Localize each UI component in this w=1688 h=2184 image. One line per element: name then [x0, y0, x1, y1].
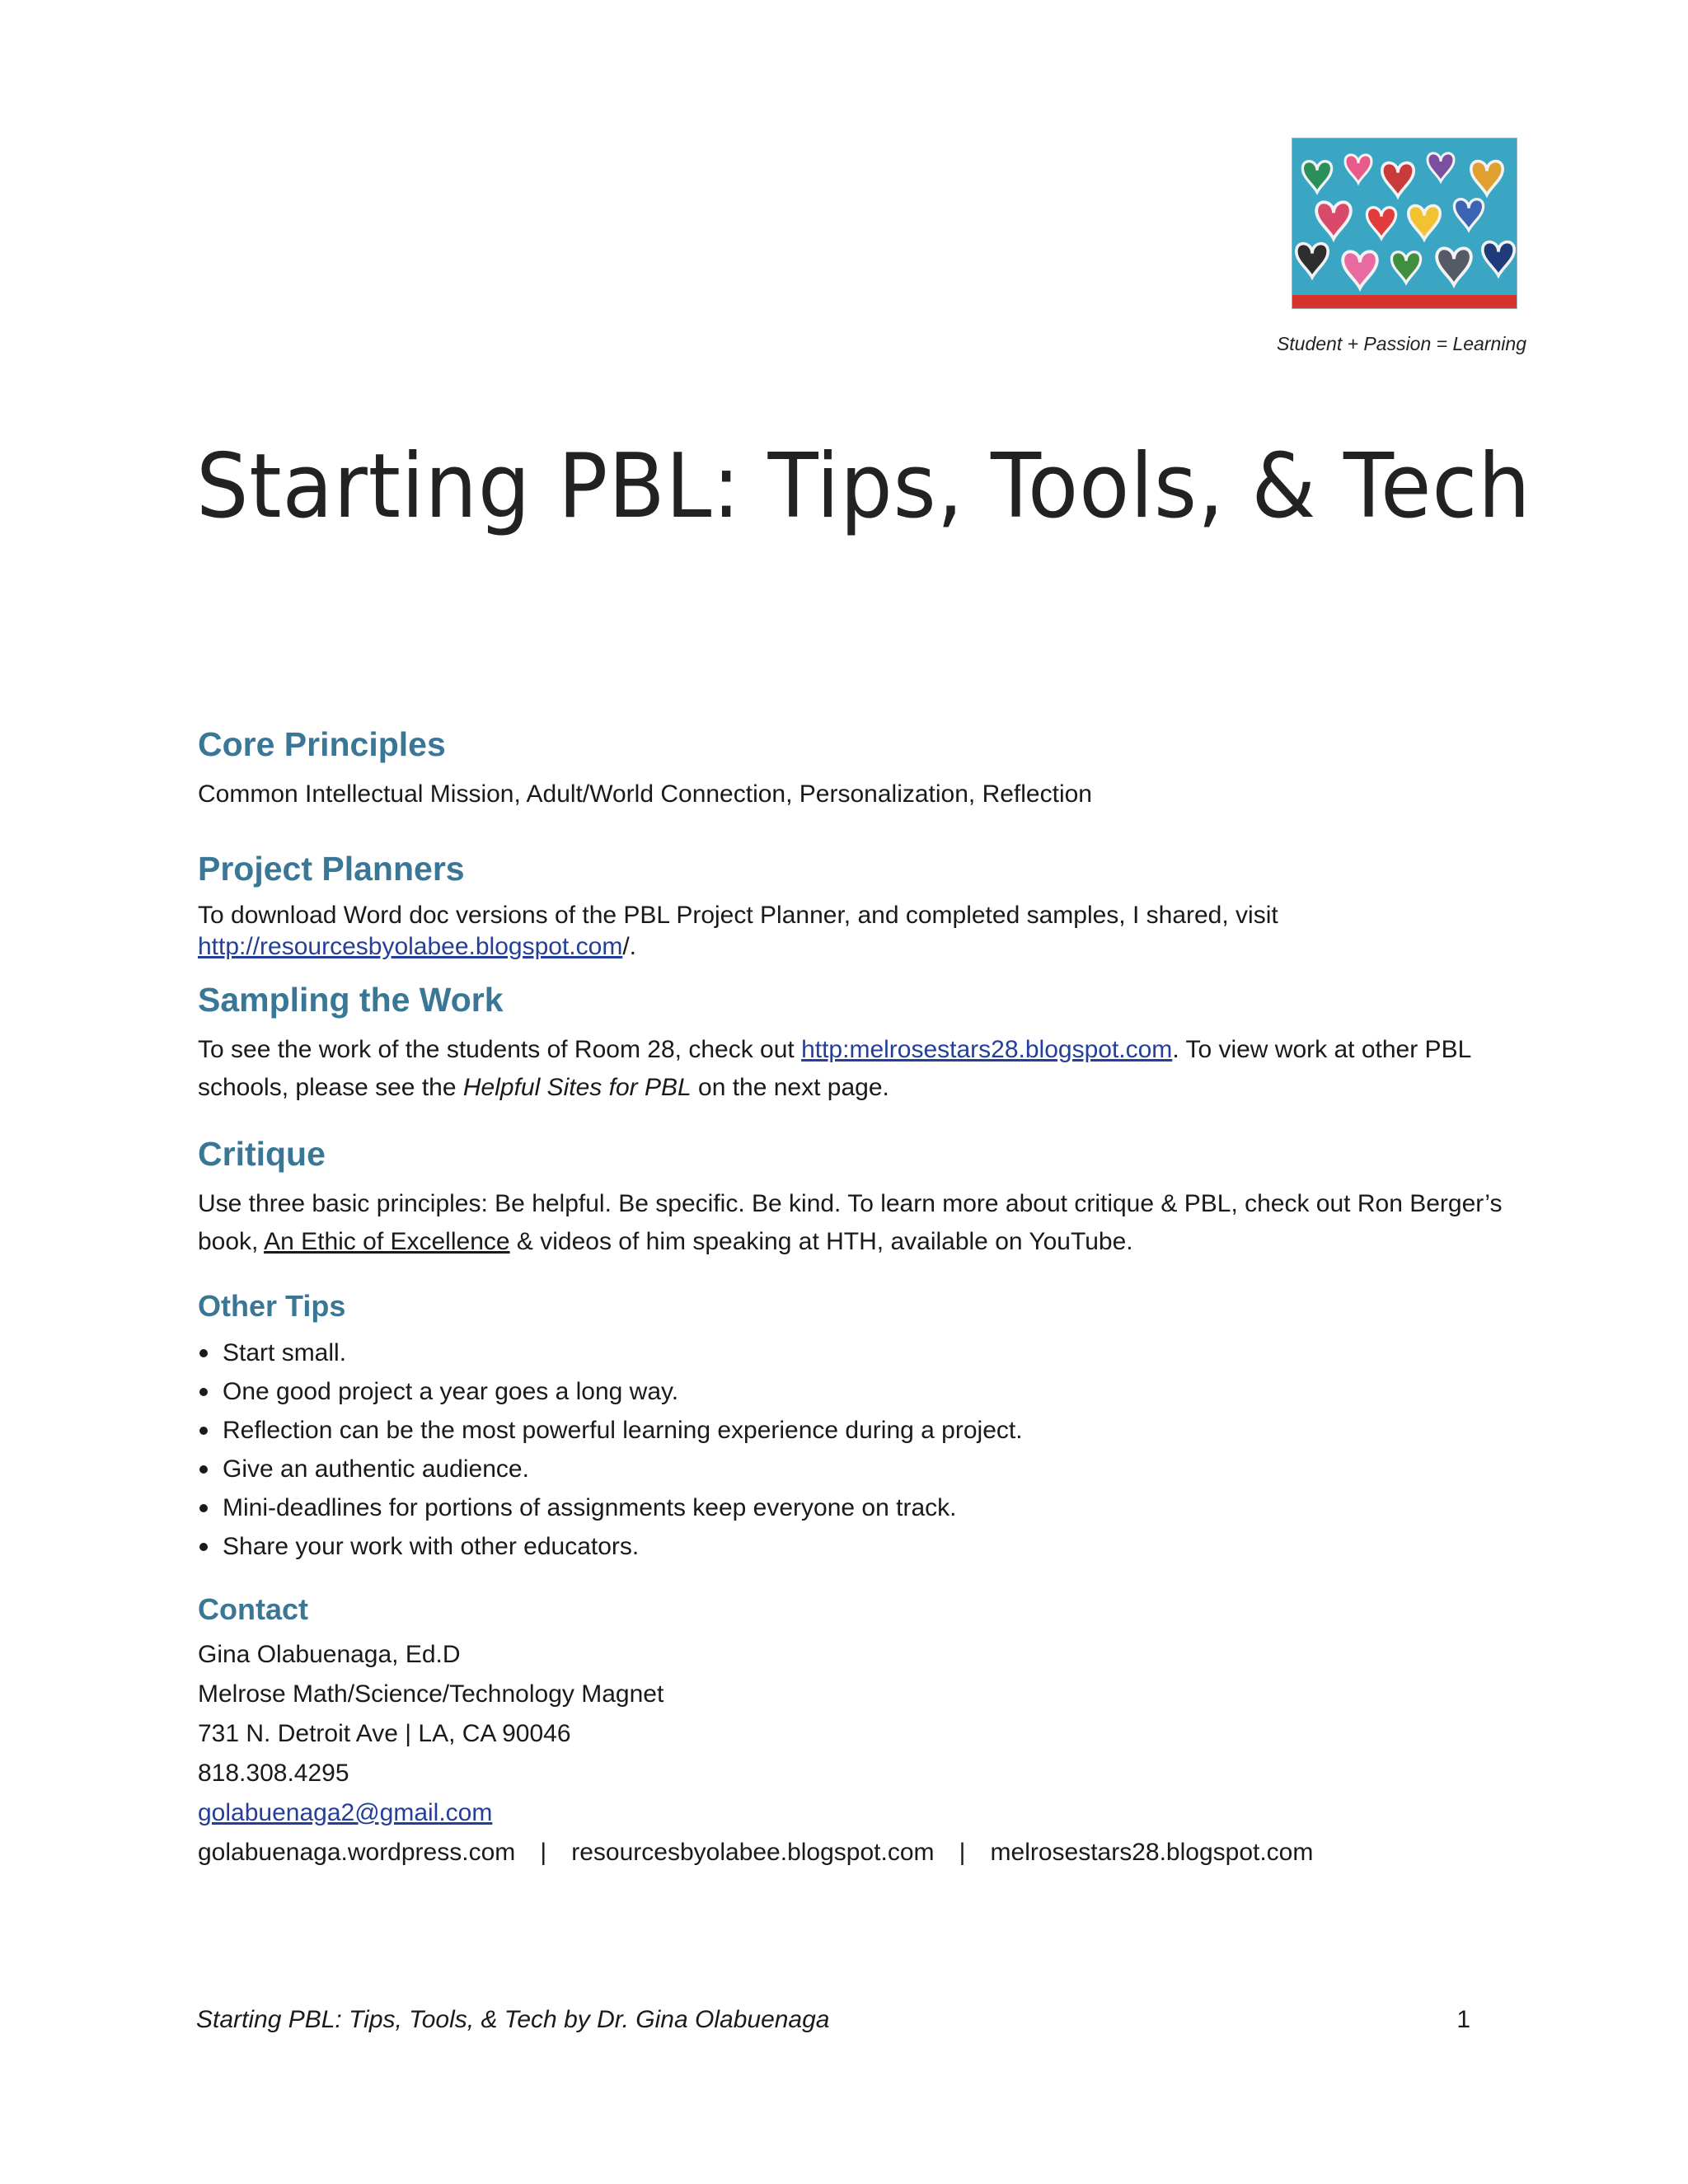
sampling-text-before: To see the work of the students of Room 28, check out: [198, 1036, 802, 1063]
tip-text: One good project a year goes a long way.: [223, 1378, 679, 1405]
bullet-icon: [199, 1465, 208, 1474]
contact-name: Gina Olabuenaga, Ed.D: [198, 1641, 461, 1668]
bullet-icon: [199, 1427, 208, 1435]
contact-sites: [198, 1833, 1517, 1872]
sampling-text: [198, 1031, 1517, 1107]
list-item: [198, 1411, 1517, 1450]
planners-text-before: To download Word doc versions of the PBL Project Planner, and completed samples, I shared, visit: [198, 902, 1278, 929]
critique-text-after: & videos of him speaking at HTH, available on YouTube.: [509, 1228, 1133, 1255]
bullet-icon: [199, 1504, 208, 1512]
melrosestars-link[interactable]: http:melrosestars28.blogspot.com: [801, 1036, 1173, 1063]
separator: |: [959, 1839, 966, 1866]
list-item: [198, 1488, 1517, 1527]
list-item: [198, 1333, 1517, 1372]
tip-text: Reflection can be the most powerful learning experience during a project.: [223, 1417, 1023, 1444]
planners-text-after: /.: [622, 933, 636, 960]
page-title: Starting PBL: Tips, Tools, & Tech: [196, 435, 1531, 538]
contact-email-line: [198, 1793, 1517, 1833]
critique-text: [198, 1185, 1517, 1261]
section-project-planners: [198, 850, 1517, 963]
photo-caption: Student + Passion = Learning: [1276, 333, 1526, 354]
section-sampling-the-work: [198, 981, 1517, 1107]
tip-text: Start small.: [223, 1339, 347, 1366]
contact-email-link[interactable]: golabuenaga2@gmail.com: [198, 1799, 493, 1826]
contact-lines: [198, 1635, 1517, 1872]
document-body: [198, 725, 1517, 1872]
sampling-text-mid: . To view work at other PBL schools, please see the: [198, 1036, 1471, 1101]
heading-critique: Critique: [198, 1135, 326, 1173]
critique-text-before: Use three basic principles: Be helpful. Be specific. Be kind. To learn more about critique & PBL, check out Ron Berger’s book,: [198, 1190, 1503, 1255]
tips-list: [198, 1333, 1517, 1566]
list-item: [198, 1527, 1517, 1566]
core-principles-text: Common Intellectual Mission, Adult/World Connection, Personalization, Reflection: [198, 780, 1092, 808]
section-core-principles: [198, 725, 1517, 813]
helpful-sites-title: Helpful Sites for PBL: [462, 1074, 692, 1101]
site-melrosestars: melrosestars28.blogspot.com: [990, 1839, 1314, 1866]
list-item: [198, 1372, 1517, 1411]
section-critique: [198, 1135, 1517, 1261]
footer-title: Starting PBL: Tips, Tools, & Tech by Dr. Gina Olabuenaga: [196, 2006, 830, 2033]
page-number: 1: [1456, 2006, 1470, 2033]
bullet-icon: [199, 1388, 208, 1396]
project-planners-text: [198, 900, 1517, 963]
separator: |: [540, 1839, 547, 1866]
resources-blog-link[interactable]: http://resourcesbyolabee.blogspot.com: [198, 933, 623, 960]
sampling-text-after: on the next page.: [691, 1074, 889, 1101]
list-item: [198, 1450, 1517, 1488]
heading-project-planners: Project Planners: [198, 850, 465, 888]
heading-contact: Contact: [198, 1592, 308, 1626]
heading-core-principles: Core Principles: [198, 725, 446, 763]
heading-other-tips: Other Tips: [198, 1289, 346, 1323]
contact-address: 731 N. Detroit Ave | LA, CA 90046: [198, 1720, 571, 1747]
hearts-artwork-photo: [1292, 138, 1517, 308]
contact-phone: 818.308.4295: [198, 1760, 349, 1787]
book-title: An Ethic of Excellence: [264, 1228, 510, 1255]
site-wordpress: golabuenaga.wordpress.com: [198, 1839, 516, 1866]
hearts-artwork-icon: [1292, 138, 1517, 308]
contact-school: Melrose Math/Science/Technology Magnet: [198, 1680, 664, 1708]
heading-sampling-the-work: Sampling the Work: [198, 981, 504, 1019]
photo-red-strip: [1292, 295, 1517, 308]
tip-text: Give an authentic audience.: [223, 1455, 529, 1483]
bullet-icon: [199, 1543, 208, 1551]
site-resources: resourcesbyolabee.blogspot.com: [571, 1839, 935, 1866]
section-contact: [198, 1592, 1517, 1872]
section-other-tips: [198, 1289, 1517, 1566]
tip-text: Mini-deadlines for portions of assignments keep everyone on track.: [223, 1494, 957, 1521]
tip-text: Share your work with other educators.: [223, 1533, 640, 1560]
bullet-icon: [199, 1349, 208, 1357]
